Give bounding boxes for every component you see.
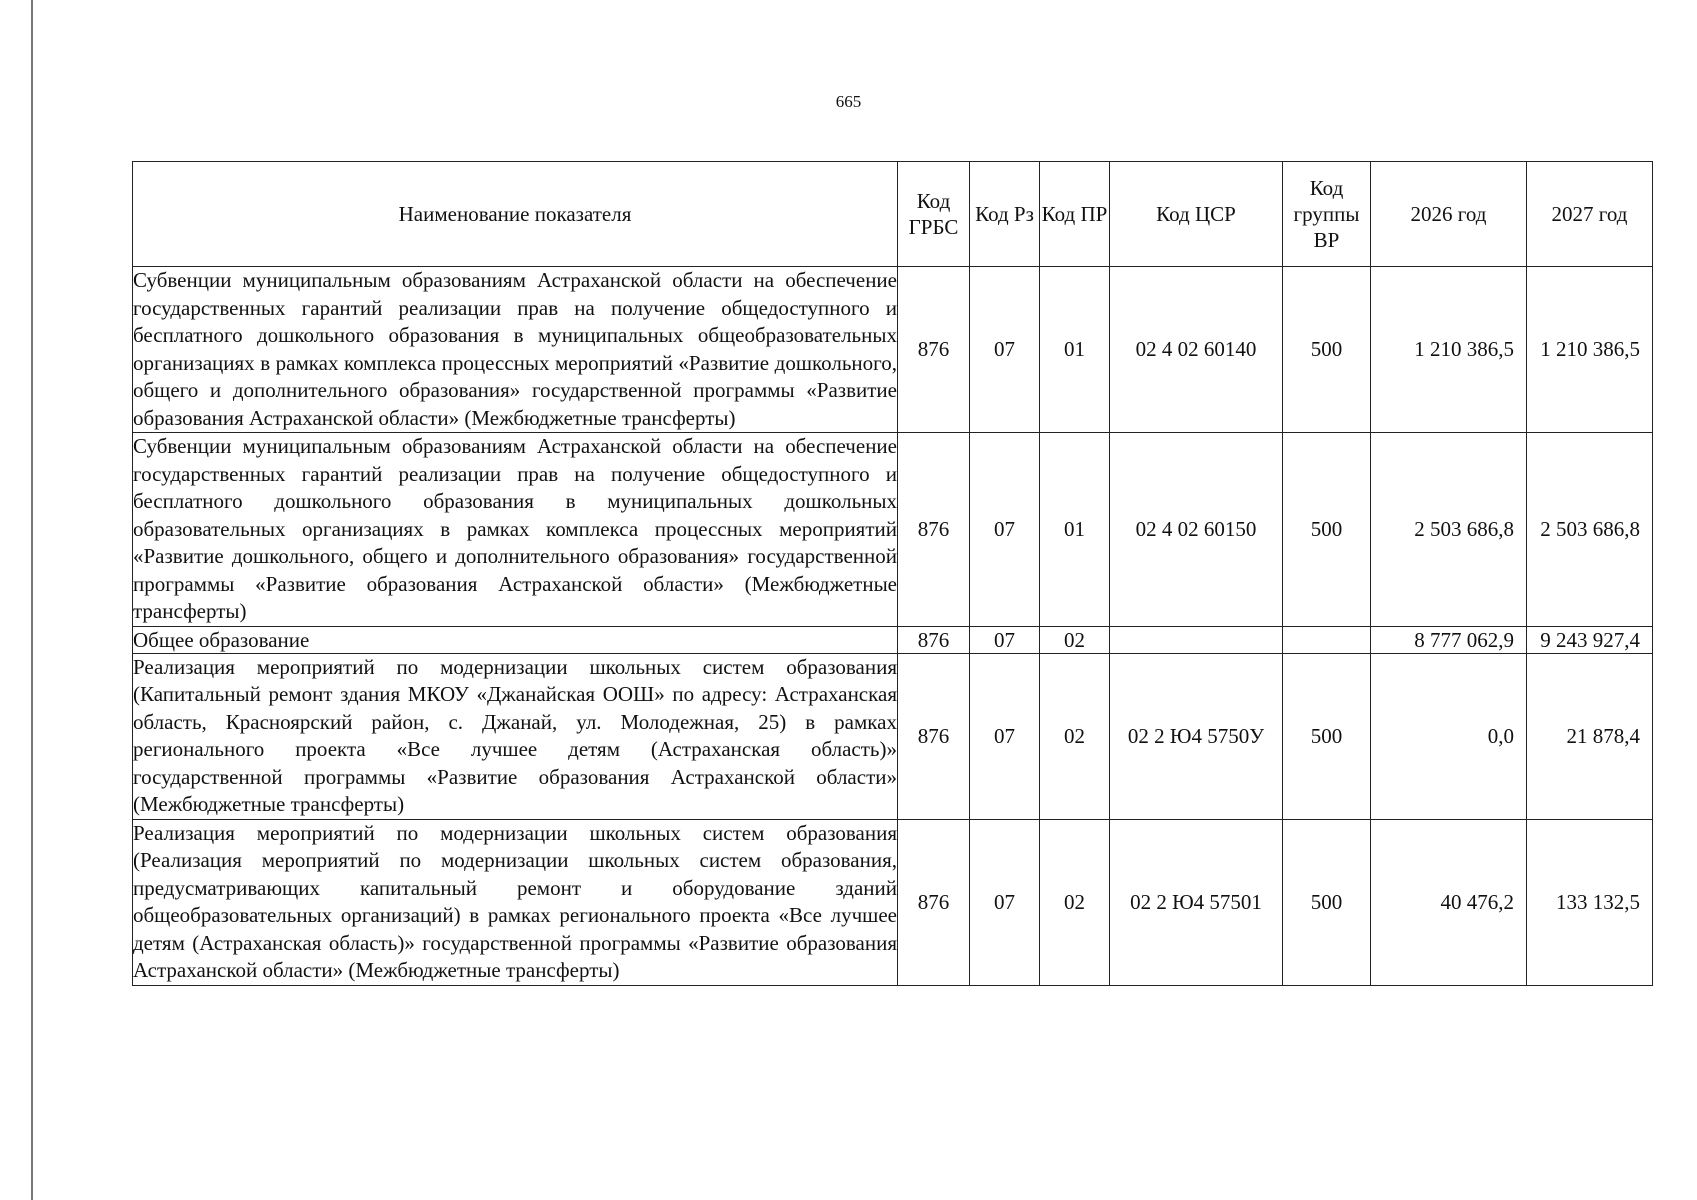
row-pr: 02 xyxy=(1040,653,1110,819)
row-grbs: 876 xyxy=(898,626,970,653)
header-rz: Код Рз xyxy=(970,162,1040,267)
header-2026: 2026 год xyxy=(1371,162,1527,267)
row-pr: 02 xyxy=(1040,819,1110,985)
row-csr: 02 2 Ю4 57501 xyxy=(1110,819,1283,985)
row-rz: 07 xyxy=(970,653,1040,819)
table-row xyxy=(133,433,1653,627)
row-rz: 07 xyxy=(970,819,1040,985)
header-name: Наименование показателя xyxy=(133,162,898,267)
row-csr: 02 4 02 60140 xyxy=(1110,267,1283,433)
header-pr: Код ПР xyxy=(1040,162,1110,267)
table-row xyxy=(133,819,1653,985)
row-rz: 07 xyxy=(970,433,1040,627)
row-2026: 0,0 xyxy=(1371,653,1527,819)
row-rz: 07 xyxy=(970,626,1040,653)
row-2026: 1 210 386,5 xyxy=(1371,267,1527,433)
row-pr: 01 xyxy=(1040,433,1110,627)
row-2026: 8 777 062,9 xyxy=(1371,626,1527,653)
row-pr: 01 xyxy=(1040,267,1110,433)
header-csr: Код ЦСР xyxy=(1110,162,1283,267)
row-2027: 133 132,5 xyxy=(1527,819,1653,985)
row-2026: 2 503 686,8 xyxy=(1371,433,1527,627)
section-row xyxy=(133,626,1653,653)
table-header-row xyxy=(133,162,1653,267)
table-row xyxy=(133,653,1653,819)
row-name: Субвенции муниципальным образованиям Астраханской области на обеспечение государственных гарантий реализации прав на получение общедоступного и бесплатного дошкольного образования в муниципальных дошкольных образовательных организациях в рамках комплекса процессных мероприятий «Развитие дошкольного, общего и дополнительного образования» государственной программы «Развитие образования Астраханской области» (Межбюджетные трансферты) xyxy=(133,433,898,627)
row-vr xyxy=(1283,626,1371,653)
row-vr: 500 xyxy=(1283,819,1371,985)
row-csr: 02 4 02 60150 xyxy=(1110,433,1283,627)
row-csr: 02 2 Ю4 5750У xyxy=(1110,653,1283,819)
row-csr xyxy=(1110,626,1283,653)
row-vr: 500 xyxy=(1283,267,1371,433)
table-row xyxy=(133,267,1653,433)
page-edge-line xyxy=(31,0,33,1200)
row-name: Реализация мероприятий по модернизации школьных систем образования (Реализация мероприятий по модернизации школьных систем образования, предусматривающих капитальный ремонт и оборудование зданий общеобразовательных организаций) в рамках регионального проекта «Все лучшее детям (Астраханская область)» государственной программы «Развитие образования Астраханской области» (Межбюджетные трансферты) xyxy=(133,819,898,985)
row-2027: 21 878,4 xyxy=(1527,653,1653,819)
row-name: Субвенции муниципальным образованиям Астраханской области на обеспечение государственных гарантий реализации прав на получение общедоступного и бесплатного дошкольного образования в муниципальных общеобразовательных организациях в рамках комплекса процессных мероприятий «Развитие дошкольного, общего и дополнительного образования» государственной программы «Развитие образования Астраханской области» (Межбюджетные трансферты) xyxy=(133,267,898,433)
row-grbs: 876 xyxy=(898,267,970,433)
header-2027: 2027 год xyxy=(1527,162,1653,267)
budget-table xyxy=(132,161,1653,986)
page-number: 665 xyxy=(835,92,862,111)
row-rz: 07 xyxy=(970,267,1040,433)
row-vr: 500 xyxy=(1283,433,1371,627)
row-2026: 40 476,2 xyxy=(1371,819,1527,985)
row-2027: 2 503 686,8 xyxy=(1527,433,1653,627)
row-grbs: 876 xyxy=(898,653,970,819)
header-vr: Код группы ВР xyxy=(1283,162,1371,267)
row-grbs: 876 xyxy=(898,433,970,627)
section-name: Общее образование xyxy=(133,626,898,653)
header-grbs: Код ГРБС xyxy=(898,162,970,267)
row-name: Реализация мероприятий по модернизации школьных систем образования (Капитальный ремонт здания МКОУ «Джанайская ООШ» по адресу: Астраханская область, Красноярский район, с. Джанай, ул. Молодежная, 25) в рамках регионального проекта «Все лучшее детям (Астраханская область)» государственной программы «Развитие образования Астраханской области» (Межбюджетные трансферты) xyxy=(133,653,898,819)
row-vr: 500 xyxy=(1283,653,1371,819)
row-2027: 9 243 927,4 xyxy=(1527,626,1653,653)
row-2027: 1 210 386,5 xyxy=(1527,267,1653,433)
row-grbs: 876 xyxy=(898,819,970,985)
row-pr: 02 xyxy=(1040,626,1110,653)
